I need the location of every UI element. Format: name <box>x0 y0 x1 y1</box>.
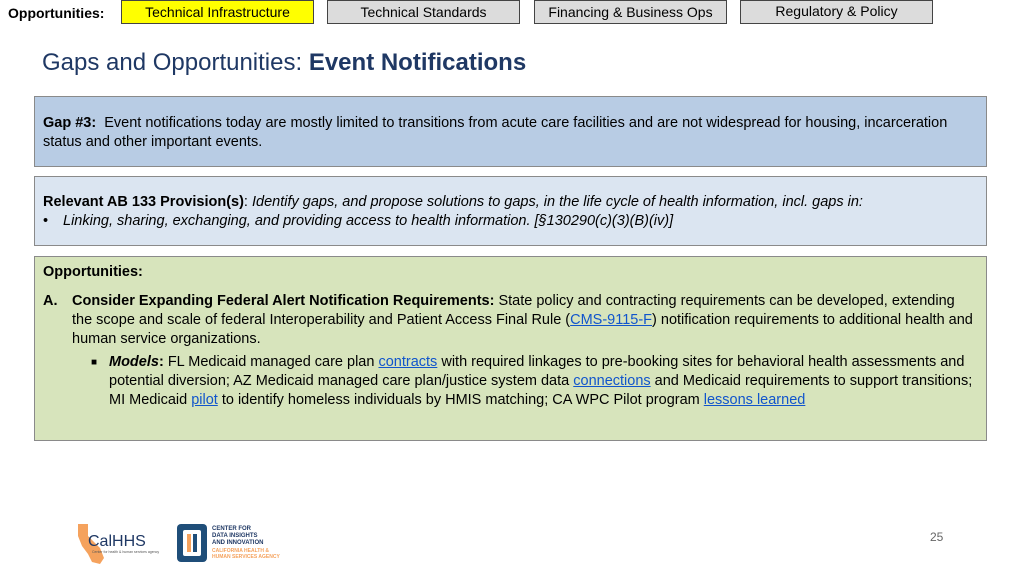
models-colon: : <box>158 354 164 370</box>
title-prefix: Gaps and Opportunities: <box>42 49 309 76</box>
tab-financing-business-ops[interactable]: Financing & Business Ops <box>534 0 727 24</box>
square-bullet-icon: ■ <box>91 357 98 368</box>
page-title <box>42 48 526 78</box>
pilot-link[interactable]: pilot <box>191 392 218 408</box>
item-a-text2: ) notification requirements to additional health and human service organizations. <box>72 312 973 347</box>
item-a-title: Consider Expanding Federal Alert Notification Requirements: <box>72 293 495 309</box>
gap-text: Event notifications today are mostly limited to transitions from acute care facilities and are not widespread for housing, incarceration status and other important events. <box>43 115 948 150</box>
provision-text: Identify gaps, and propose solutions to gaps, in the life cycle of health information, incl. gaps in: <box>251 194 863 210</box>
title-bold: Event Notifications <box>308 49 527 76</box>
bullet-dot: • <box>43 213 49 229</box>
provision-colon: : <box>243 194 252 210</box>
item-letter: A. <box>43 293 58 309</box>
calhhs-wordmark: CalHHS <box>88 533 146 550</box>
gap-label: Gap #3: <box>43 115 97 131</box>
cdii-line2: DATA INSIGHTS <box>212 533 258 539</box>
opportunities-heading: Opportunities: <box>43 264 143 280</box>
nav-label: Opportunities: <box>8 5 105 21</box>
calhhs-logo <box>74 522 164 566</box>
models-text-1: FL Medicaid managed care plan <box>163 354 379 370</box>
provision-label: Relevant AB 133 Provision(s) <box>43 194 244 210</box>
cms-link[interactable]: CMS-9115-F <box>570 312 653 328</box>
models-label: Models <box>109 354 159 370</box>
tab-technical-infrastructure[interactable]: Technical Infrastructure <box>121 0 314 24</box>
models-item <box>91 353 978 410</box>
gap-box <box>34 96 987 167</box>
lessons-learned-link[interactable]: lessons learned <box>703 392 806 408</box>
cdii-line5: HUMAN SERVICES AGENCY <box>212 554 280 560</box>
item-a-text1: State policy and contracting requirements can be developed, extending the scope and scale of federal Interoperability and Patient Access Final Rule ( <box>72 293 955 328</box>
provision-bullet: Linking, sharing, exchanging, and providing access to health information. [§130290(c)(3)(B)(iv)] <box>63 213 674 229</box>
models-text-2: with required linkages to pre-booking sites for behavioral health assessments and potential diversion; AZ Medicaid managed care plan/justice system data <box>109 354 965 389</box>
tab-technical-standards[interactable]: Technical Standards <box>327 0 520 24</box>
calhhs-tagline: Center for health & human services agency <box>92 550 160 554</box>
contracts-link[interactable]: contracts <box>378 354 438 370</box>
models-text-4: to identify homeless individuals by HMIS matching; CA WPC Pilot program <box>217 392 704 408</box>
cdii-logo <box>176 522 296 566</box>
page-number: 25 <box>930 530 944 544</box>
tab-regulatory-policy[interactable]: Regulatory & Policy <box>740 0 933 24</box>
provision-box <box>34 176 987 246</box>
connections-link[interactable]: connections <box>573 373 651 389</box>
models-text-3: and Medicaid requirements to support transitions; MI Medicaid <box>109 373 973 408</box>
cdii-line4: CALIFORNIA HEALTH & <box>212 548 269 554</box>
opportunities-box <box>34 256 987 441</box>
cdii-line1: CENTER FOR <box>212 526 251 532</box>
opportunity-item-a <box>43 292 978 349</box>
cdii-line3: AND INNOVATION <box>212 540 264 546</box>
